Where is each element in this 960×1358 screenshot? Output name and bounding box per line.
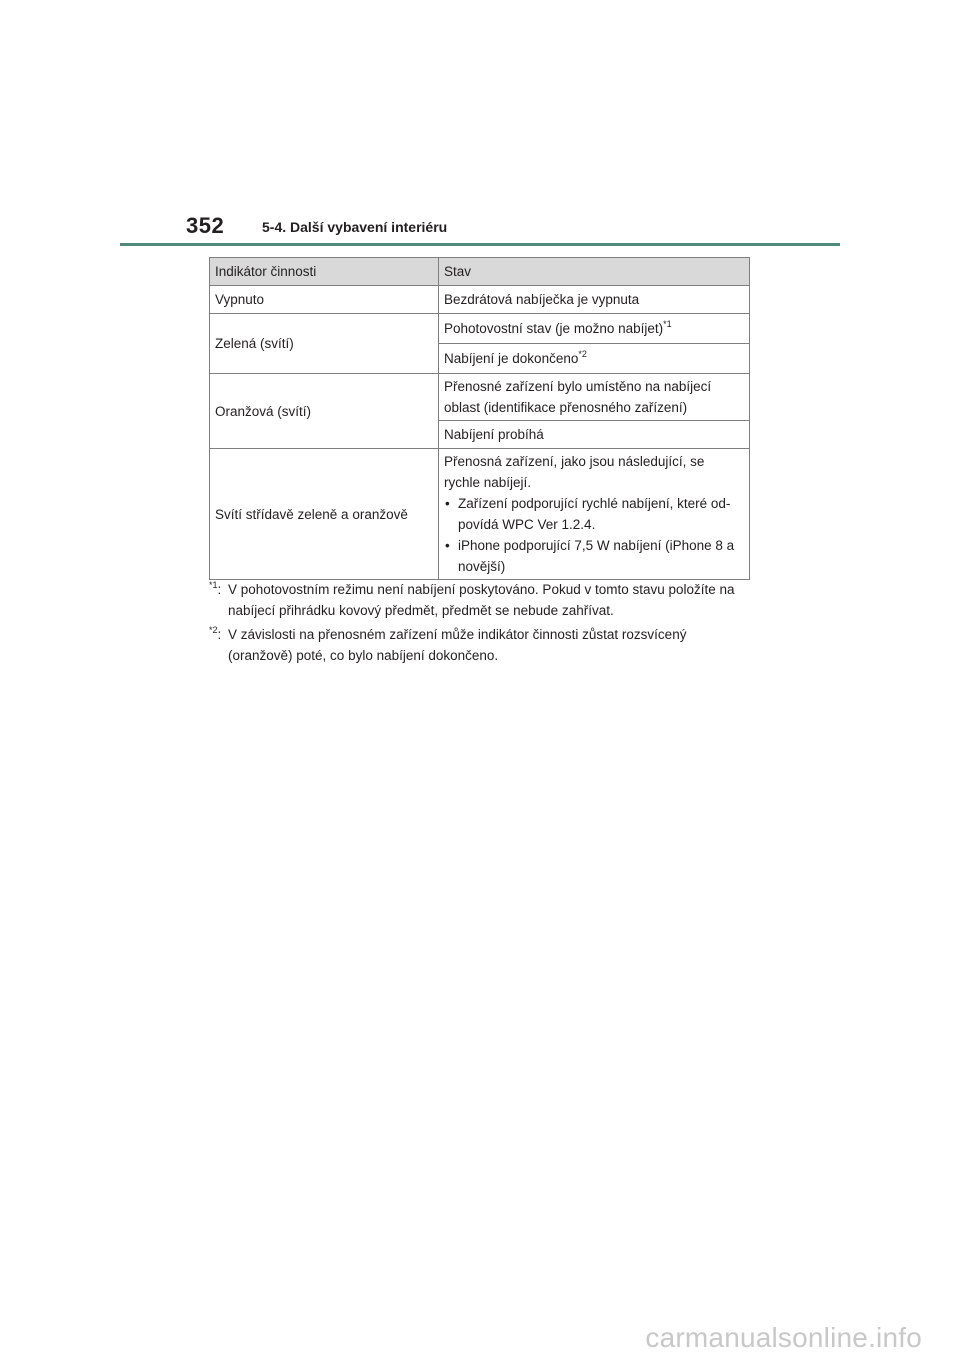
footnote-text: V pohotovostním režimu není nabíjení poskytováno. Pokud v tomto stavu položíte na nabíjecí přihrádku kovový předmět, předmět se nebude zahřívat. bbox=[228, 582, 735, 618]
footnote-mark: $^{*1}$: bbox=[209, 580, 222, 597]
indicator-off: Vypnuto bbox=[210, 286, 439, 314]
footnote-mark-number: *1 bbox=[209, 580, 218, 590]
status-alternating-content bbox=[444, 449, 744, 579]
column-header-indicator: Indikátor činnosti bbox=[210, 258, 439, 286]
footnotes bbox=[209, 579, 754, 669]
status-intro: Přenosná zařízení, jako jsou následující, se rychle nabíjejí. bbox=[444, 454, 705, 490]
status-text: Přenosné zařízení bylo umístěno na nabíjecí oblast (identifikace přenosného zařízení) bbox=[444, 379, 712, 415]
status-green-standby bbox=[439, 314, 750, 344]
page-number: 352 bbox=[186, 213, 225, 238]
footnote-text: V závislosti na přenosném zařízení může indikátor činnosti zůstat rozsvícený (oranžově) poté, co bylo nabíjení dokončeno. bbox=[228, 627, 687, 663]
indicator-status-table bbox=[209, 257, 750, 580]
status-text: Nabíjení je dokončeno bbox=[444, 351, 579, 366]
footnote-mark-number: *2 bbox=[209, 625, 218, 635]
header-rule bbox=[120, 243, 840, 246]
status-alternating bbox=[439, 449, 750, 580]
table-row bbox=[210, 449, 750, 580]
indicator-green: Zelená (svítí) bbox=[210, 314, 439, 374]
status-orange-placed bbox=[439, 374, 750, 421]
status-orange-charging: Nabíjení probíhá bbox=[439, 421, 750, 449]
footnote-ref: *2 bbox=[578, 349, 587, 359]
table-row bbox=[210, 374, 750, 421]
status-green-complete bbox=[439, 344, 750, 374]
status-off: Bezdrátová nabíječka je vypnuta bbox=[439, 286, 750, 314]
indicator-orange: Oranžová (svítí) bbox=[210, 374, 439, 449]
bullet-item: • iPhone podporující 7,5 W nabíjení (iPhone 8 a novější) bbox=[458, 535, 744, 577]
table-header-row bbox=[210, 258, 750, 286]
column-header-status: Stav bbox=[439, 258, 750, 286]
bullet-item: • Zařízení podporující rychlé nabíjení, které od-povídá WPC Ver 1.2.4. bbox=[458, 493, 744, 535]
indicator-alternating: Svítí střídavě zeleně a oranžově bbox=[210, 449, 439, 580]
footnote-ref: *1 bbox=[663, 319, 672, 329]
table-row bbox=[210, 314, 750, 344]
status-text: Pohotovostní stav (je možno nabíjet) bbox=[444, 321, 664, 336]
section-title: 5-4. Další vybavení interiéru bbox=[262, 219, 448, 235]
footnote-1 bbox=[209, 579, 754, 621]
watermark: carmanualsonline.info bbox=[645, 1322, 922, 1353]
table-row bbox=[210, 286, 750, 314]
footnote-mark: $^{*2}$: bbox=[209, 625, 222, 642]
bullet-list bbox=[444, 493, 744, 577]
footnote-2 bbox=[209, 624, 754, 666]
